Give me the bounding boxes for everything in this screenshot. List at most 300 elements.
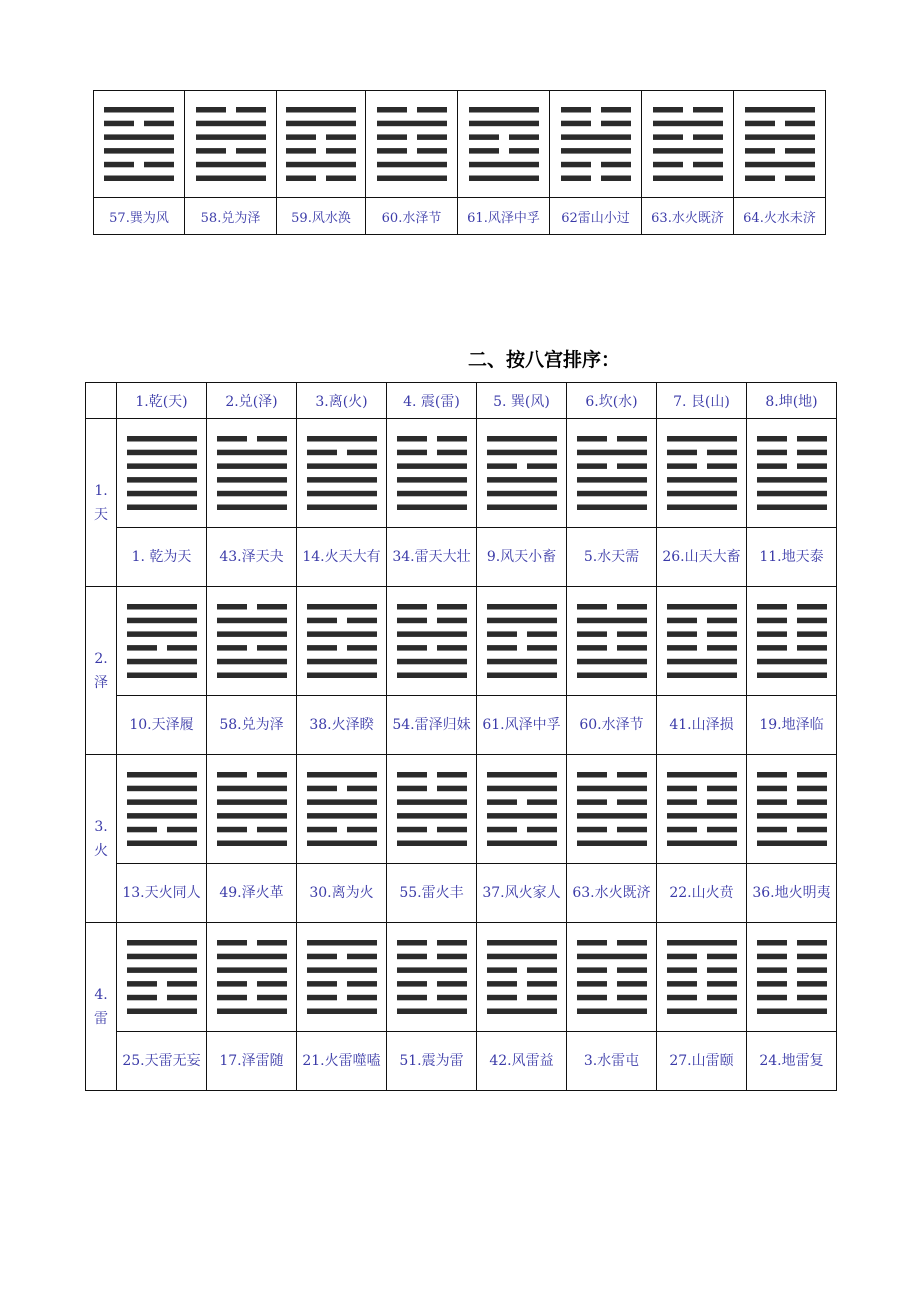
yang-line <box>577 477 647 483</box>
yin-line-segment <box>797 463 827 469</box>
hexagram-label: 11.地天泰 <box>747 528 837 587</box>
yin-line-segment <box>437 827 467 833</box>
yang-line <box>397 659 467 665</box>
yin-line-segment <box>347 827 377 833</box>
yin-line-segment <box>757 967 787 973</box>
yin-line-segment <box>326 148 356 154</box>
yin-line-segment <box>785 148 815 154</box>
hexagram-icon <box>577 772 647 846</box>
yin-line-segment <box>417 148 447 154</box>
yin-line-segment <box>757 772 787 778</box>
yin-line-segment <box>437 618 467 624</box>
yin-line-segment <box>377 107 407 113</box>
hexagram-label: 58.兑为泽 <box>185 198 277 235</box>
row-label-name: 天 <box>94 506 108 523</box>
hexagram-label: 61.风泽中孚 <box>477 696 567 755</box>
hexagram-image-cell <box>657 419 747 528</box>
yang-line <box>487 436 557 442</box>
yin-line-segment <box>617 995 647 1001</box>
hexagram-image-cell <box>747 587 837 696</box>
yin-line-segment <box>617 604 647 610</box>
yin-line-segment <box>601 107 631 113</box>
yin-line-segment <box>397 981 427 987</box>
yin-line-segment <box>257 940 287 946</box>
top-label-row <box>94 198 826 235</box>
top-hexagram-table <box>93 90 826 235</box>
yang-line <box>217 813 287 819</box>
yang-line <box>127 631 197 637</box>
row-label <box>86 419 117 587</box>
yin-line-segment <box>561 121 591 127</box>
hexagram-label: 36.地火明夷 <box>747 864 837 923</box>
yin-line-segment <box>487 645 517 651</box>
yin-line-segment <box>667 450 697 456</box>
hexagram-image-cell <box>734 91 826 198</box>
yang-line <box>653 176 723 182</box>
yin-line-segment <box>437 436 467 442</box>
hexagram-icon <box>127 940 197 1014</box>
palace-column-header: 7. 艮(山) <box>657 383 747 419</box>
hexagram-image-cell <box>387 419 477 528</box>
yin-line-segment <box>127 995 157 1001</box>
palace-image-row <box>86 923 837 1032</box>
yang-line <box>104 148 174 154</box>
yin-line-segment <box>437 981 467 987</box>
yin-line-segment <box>257 995 287 1001</box>
yin-line-segment <box>307 954 337 960</box>
yang-line <box>757 813 827 819</box>
hexagram-icon <box>397 940 467 1014</box>
yin-line-segment <box>487 799 517 805</box>
yang-line <box>487 940 557 946</box>
yin-line-segment <box>667 799 697 805</box>
yin-line-segment <box>667 981 697 987</box>
yin-line-segment <box>377 148 407 154</box>
yin-line-segment <box>757 436 787 442</box>
hexagram-icon <box>307 772 377 846</box>
yang-line <box>127 813 197 819</box>
yin-line-segment <box>397 940 427 946</box>
hexagram-icon <box>577 604 647 678</box>
yang-line <box>196 176 266 182</box>
yang-line <box>757 505 827 511</box>
hexagram-label: 38.火泽睽 <box>297 696 387 755</box>
yang-line <box>653 121 723 127</box>
hexagram-label: 13.天火同人 <box>117 864 207 923</box>
hexagram-image-cell <box>550 91 642 198</box>
hexagram-image-cell <box>567 923 657 1032</box>
yin-line-segment <box>693 107 723 113</box>
hexagram-image-cell <box>458 91 550 198</box>
yin-line-segment <box>797 967 827 973</box>
row-label-name: 泽 <box>94 674 108 691</box>
yang-line <box>397 799 467 805</box>
yin-line-segment <box>797 954 827 960</box>
yin-line-segment <box>377 134 407 140</box>
row-label <box>86 755 117 923</box>
hexagram-image-cell <box>277 91 366 198</box>
palace-label-row <box>86 528 837 587</box>
row-label-number: 1. <box>94 482 108 499</box>
yang-line <box>127 477 197 483</box>
yin-line-segment <box>347 786 377 792</box>
hexagram-icon <box>127 436 197 510</box>
yang-line <box>196 121 266 127</box>
yang-line <box>196 134 266 140</box>
yang-line <box>487 618 557 624</box>
hexagram-icon <box>487 604 557 678</box>
palace-column-header: 6.坎(水) <box>567 383 657 419</box>
yin-line-segment <box>217 604 247 610</box>
hexagram-image-cell <box>477 419 567 528</box>
yin-line-segment <box>707 463 737 469</box>
yang-line <box>127 967 197 973</box>
yang-line <box>217 967 287 973</box>
yin-line-segment <box>577 995 607 1001</box>
hexagram-icon <box>307 436 377 510</box>
yin-line-segment <box>617 772 647 778</box>
yang-line <box>307 772 377 778</box>
yin-line-segment <box>307 981 337 987</box>
yin-line-segment <box>437 772 467 778</box>
hexagram-image-cell <box>567 587 657 696</box>
hexagram-image-cell <box>297 419 387 528</box>
palace-label-row <box>86 1032 837 1091</box>
yin-line-segment <box>144 162 174 168</box>
yin-line-segment <box>797 618 827 624</box>
yin-line-segment <box>347 450 377 456</box>
yin-line-segment <box>127 827 157 833</box>
yin-line-segment <box>487 967 517 973</box>
palace-label-row <box>86 864 837 923</box>
yin-line-segment <box>347 981 377 987</box>
yin-line-segment <box>347 618 377 624</box>
hexagram-label: 61.风泽中孚 <box>458 198 550 235</box>
hexagram-label: 54.雷泽归妹 <box>387 696 477 755</box>
yin-line-segment <box>617 967 647 973</box>
yin-line-segment <box>509 148 539 154</box>
hexagram-image-cell <box>747 923 837 1032</box>
yang-line <box>217 505 287 511</box>
yin-line-segment <box>437 450 467 456</box>
hexagram-label: 10.天泽履 <box>117 696 207 755</box>
yin-line-segment <box>707 827 737 833</box>
row-label-number: 2. <box>94 650 108 667</box>
yin-line-segment <box>617 463 647 469</box>
yang-line <box>307 673 377 679</box>
yin-line-segment <box>745 148 775 154</box>
yin-line-segment <box>561 162 591 168</box>
hexagram-icon <box>667 604 737 678</box>
yin-line-segment <box>785 121 815 127</box>
hexagram-icon <box>667 940 737 1014</box>
hexagram-image-cell <box>477 923 567 1032</box>
hexagram-icon <box>757 436 827 510</box>
hexagram-image-cell <box>567 755 657 864</box>
hexagram-label: 26.山天大畜 <box>657 528 747 587</box>
yang-line <box>577 841 647 847</box>
yang-line <box>217 631 287 637</box>
yin-line-segment <box>307 827 337 833</box>
yin-line-segment <box>617 645 647 651</box>
yang-line <box>577 954 647 960</box>
yin-line-segment <box>437 786 467 792</box>
yin-line-segment <box>601 162 631 168</box>
yang-line <box>127 659 197 665</box>
row-label <box>86 587 117 755</box>
yin-line-segment <box>653 162 683 168</box>
hexagram-label: 3.水雷屯 <box>567 1032 657 1091</box>
hexagram-icon <box>487 940 557 1014</box>
hexagram-image-cell <box>297 755 387 864</box>
yang-line <box>104 134 174 140</box>
hexagram-icon <box>487 436 557 510</box>
hexagram-image-cell <box>207 419 297 528</box>
yin-line-segment <box>707 786 737 792</box>
yang-line <box>397 491 467 497</box>
yang-line <box>757 477 827 483</box>
yang-line <box>561 134 631 140</box>
yin-line-segment <box>257 772 287 778</box>
yin-line-segment <box>797 981 827 987</box>
hexagram-icon <box>397 436 467 510</box>
yang-line <box>127 799 197 805</box>
hexagram-image-cell <box>207 923 297 1032</box>
yang-line <box>217 450 287 456</box>
hexagram-label: 62雷山小过 <box>550 198 642 235</box>
hexagram-label: 60.水泽节 <box>366 198 458 235</box>
yin-line-segment <box>196 107 226 113</box>
yang-line <box>217 477 287 483</box>
yin-line-segment <box>757 618 787 624</box>
yin-line-segment <box>307 618 337 624</box>
yin-line-segment <box>667 954 697 960</box>
yang-line <box>307 604 377 610</box>
yang-line <box>397 631 467 637</box>
yang-line <box>217 659 287 665</box>
yin-line-segment <box>693 162 723 168</box>
hexagram-image-cell <box>94 91 185 198</box>
yin-line-segment <box>797 940 827 946</box>
palace-column-header: 8.坤(地) <box>747 383 837 419</box>
yin-line-segment <box>577 645 607 651</box>
hexagram-icon <box>745 107 815 181</box>
yang-line <box>377 121 447 127</box>
yin-line-segment <box>397 827 427 833</box>
yang-line <box>397 967 467 973</box>
yang-line <box>307 659 377 665</box>
yin-line-segment <box>667 631 697 637</box>
yin-line-segment <box>667 786 697 792</box>
hexagram-image-cell <box>387 755 477 864</box>
yin-line-segment <box>667 463 697 469</box>
hexagram-icon <box>757 604 827 678</box>
hexagram-icon <box>561 107 631 181</box>
yang-line <box>397 463 467 469</box>
hexagram-label: 49.泽火革 <box>207 864 297 923</box>
hexagram-image-cell <box>387 923 477 1032</box>
yang-line <box>307 799 377 805</box>
yang-line <box>307 841 377 847</box>
hexagram-image-cell <box>117 419 207 528</box>
hexagram-icon <box>397 772 467 846</box>
yang-line <box>127 772 197 778</box>
yin-line-segment <box>104 121 134 127</box>
yang-line <box>667 659 737 665</box>
yin-line-segment <box>745 176 775 182</box>
yin-line-segment <box>326 176 356 182</box>
yin-line-segment <box>577 436 607 442</box>
hexagram-icon <box>217 940 287 1014</box>
row-label-number: 4. <box>94 986 108 1003</box>
yin-line-segment <box>707 995 737 1001</box>
hexagram-label: 9.风天小畜 <box>477 528 567 587</box>
hexagram-label: 51.震为雷 <box>387 1032 477 1091</box>
yang-line <box>397 505 467 511</box>
hexagram-icon <box>653 107 723 181</box>
yin-line-segment <box>561 107 591 113</box>
hexagram-image-cell <box>297 587 387 696</box>
hexagram-image-cell <box>747 755 837 864</box>
yang-line <box>487 813 557 819</box>
yang-line <box>127 618 197 624</box>
yang-line <box>307 491 377 497</box>
hexagram-label: 14.火天大有 <box>297 528 387 587</box>
hexagram-label: 55.雷火丰 <box>387 864 477 923</box>
yin-line-segment <box>217 995 247 1001</box>
hexagram-image-cell <box>477 755 567 864</box>
palace-column-header: 3.离(火) <box>297 383 387 419</box>
hexagram-icon <box>757 772 827 846</box>
yin-line-segment <box>707 645 737 651</box>
yang-line <box>469 176 539 182</box>
row-label-name: 雷 <box>94 1010 108 1027</box>
hexagram-label: 30.离为火 <box>297 864 387 923</box>
yin-line-segment <box>509 134 539 140</box>
hexagram-image-cell <box>207 755 297 864</box>
yang-line <box>487 491 557 497</box>
hexagram-label: 59.风水涣 <box>277 198 366 235</box>
yang-line <box>127 436 197 442</box>
yin-line-segment <box>757 827 787 833</box>
hexagram-image-cell <box>387 587 477 696</box>
yang-line <box>127 954 197 960</box>
palace-image-row <box>86 755 837 864</box>
hexagram-icon <box>757 940 827 1014</box>
yang-line <box>667 940 737 946</box>
yang-line <box>377 162 447 168</box>
yang-line <box>307 505 377 511</box>
yang-line <box>469 107 539 113</box>
yang-line <box>469 121 539 127</box>
yang-line <box>217 799 287 805</box>
yin-line-segment <box>236 107 266 113</box>
hexagram-icon <box>667 436 737 510</box>
yin-line-segment <box>487 827 517 833</box>
hexagram-image-cell <box>297 923 387 1032</box>
hexagram-icon <box>127 772 197 846</box>
yang-line <box>127 940 197 946</box>
hexagram-label: 63.水火既济 <box>642 198 734 235</box>
yin-line-segment <box>307 645 337 651</box>
yang-line <box>127 450 197 456</box>
yin-line-segment <box>785 176 815 182</box>
eight-palace-table <box>85 382 837 1091</box>
yin-line-segment <box>797 772 827 778</box>
yang-line <box>217 463 287 469</box>
yang-line <box>127 673 197 679</box>
yin-line-segment <box>577 463 607 469</box>
yang-line <box>577 673 647 679</box>
yang-line <box>307 477 377 483</box>
hexagram-icon <box>217 436 287 510</box>
yin-line-segment <box>257 981 287 987</box>
yang-line <box>127 463 197 469</box>
yin-line-segment <box>167 827 197 833</box>
hexagram-label: 25.天雷无妄 <box>117 1032 207 1091</box>
hexagram-image-cell <box>642 91 734 198</box>
yin-line-segment <box>653 107 683 113</box>
yang-line <box>667 772 737 778</box>
hexagram-icon <box>217 772 287 846</box>
yang-line <box>745 107 815 113</box>
yin-line-segment <box>469 148 499 154</box>
yin-line-segment <box>527 967 557 973</box>
yin-line-segment <box>397 954 427 960</box>
yin-line-segment <box>667 995 697 1001</box>
yang-line <box>487 841 557 847</box>
hexagram-icon <box>487 772 557 846</box>
yin-line-segment <box>257 436 287 442</box>
hexagram-label: 34.雷天大壮 <box>387 528 477 587</box>
yin-line-segment <box>577 799 607 805</box>
yin-line-segment <box>527 827 557 833</box>
yin-line-segment <box>797 631 827 637</box>
yin-line-segment <box>257 827 287 833</box>
hexagram-image-cell <box>567 419 657 528</box>
yin-line-segment <box>397 786 427 792</box>
yin-line-segment <box>127 981 157 987</box>
yang-line <box>307 813 377 819</box>
yin-line-segment <box>797 786 827 792</box>
yin-line-segment <box>286 148 316 154</box>
yin-line-segment <box>217 772 247 778</box>
yang-line <box>667 813 737 819</box>
hexagram-image-cell <box>117 587 207 696</box>
palace-column-header: 4. 震(雷) <box>387 383 477 419</box>
yin-line-segment <box>326 134 356 140</box>
yin-line-segment <box>757 463 787 469</box>
yang-line <box>397 673 467 679</box>
hexagram-label: 27.山雷颐 <box>657 1032 747 1091</box>
yang-line <box>286 162 356 168</box>
hexagram-image-cell <box>366 91 458 198</box>
hexagram-label: 63.水火既济 <box>567 864 657 923</box>
yin-line-segment <box>797 604 827 610</box>
section-heading: 二、按八宫排序： <box>468 349 621 371</box>
yin-line-segment <box>577 981 607 987</box>
yin-line-segment <box>397 436 427 442</box>
yang-line <box>757 673 827 679</box>
yang-line <box>487 505 557 511</box>
yang-line <box>217 618 287 624</box>
yin-line-segment <box>757 786 787 792</box>
yin-line-segment <box>196 148 226 154</box>
yang-line <box>217 491 287 497</box>
yang-line <box>487 1009 557 1015</box>
hexagram-icon <box>577 436 647 510</box>
palace-column-header: 1.乾(天) <box>117 383 207 419</box>
